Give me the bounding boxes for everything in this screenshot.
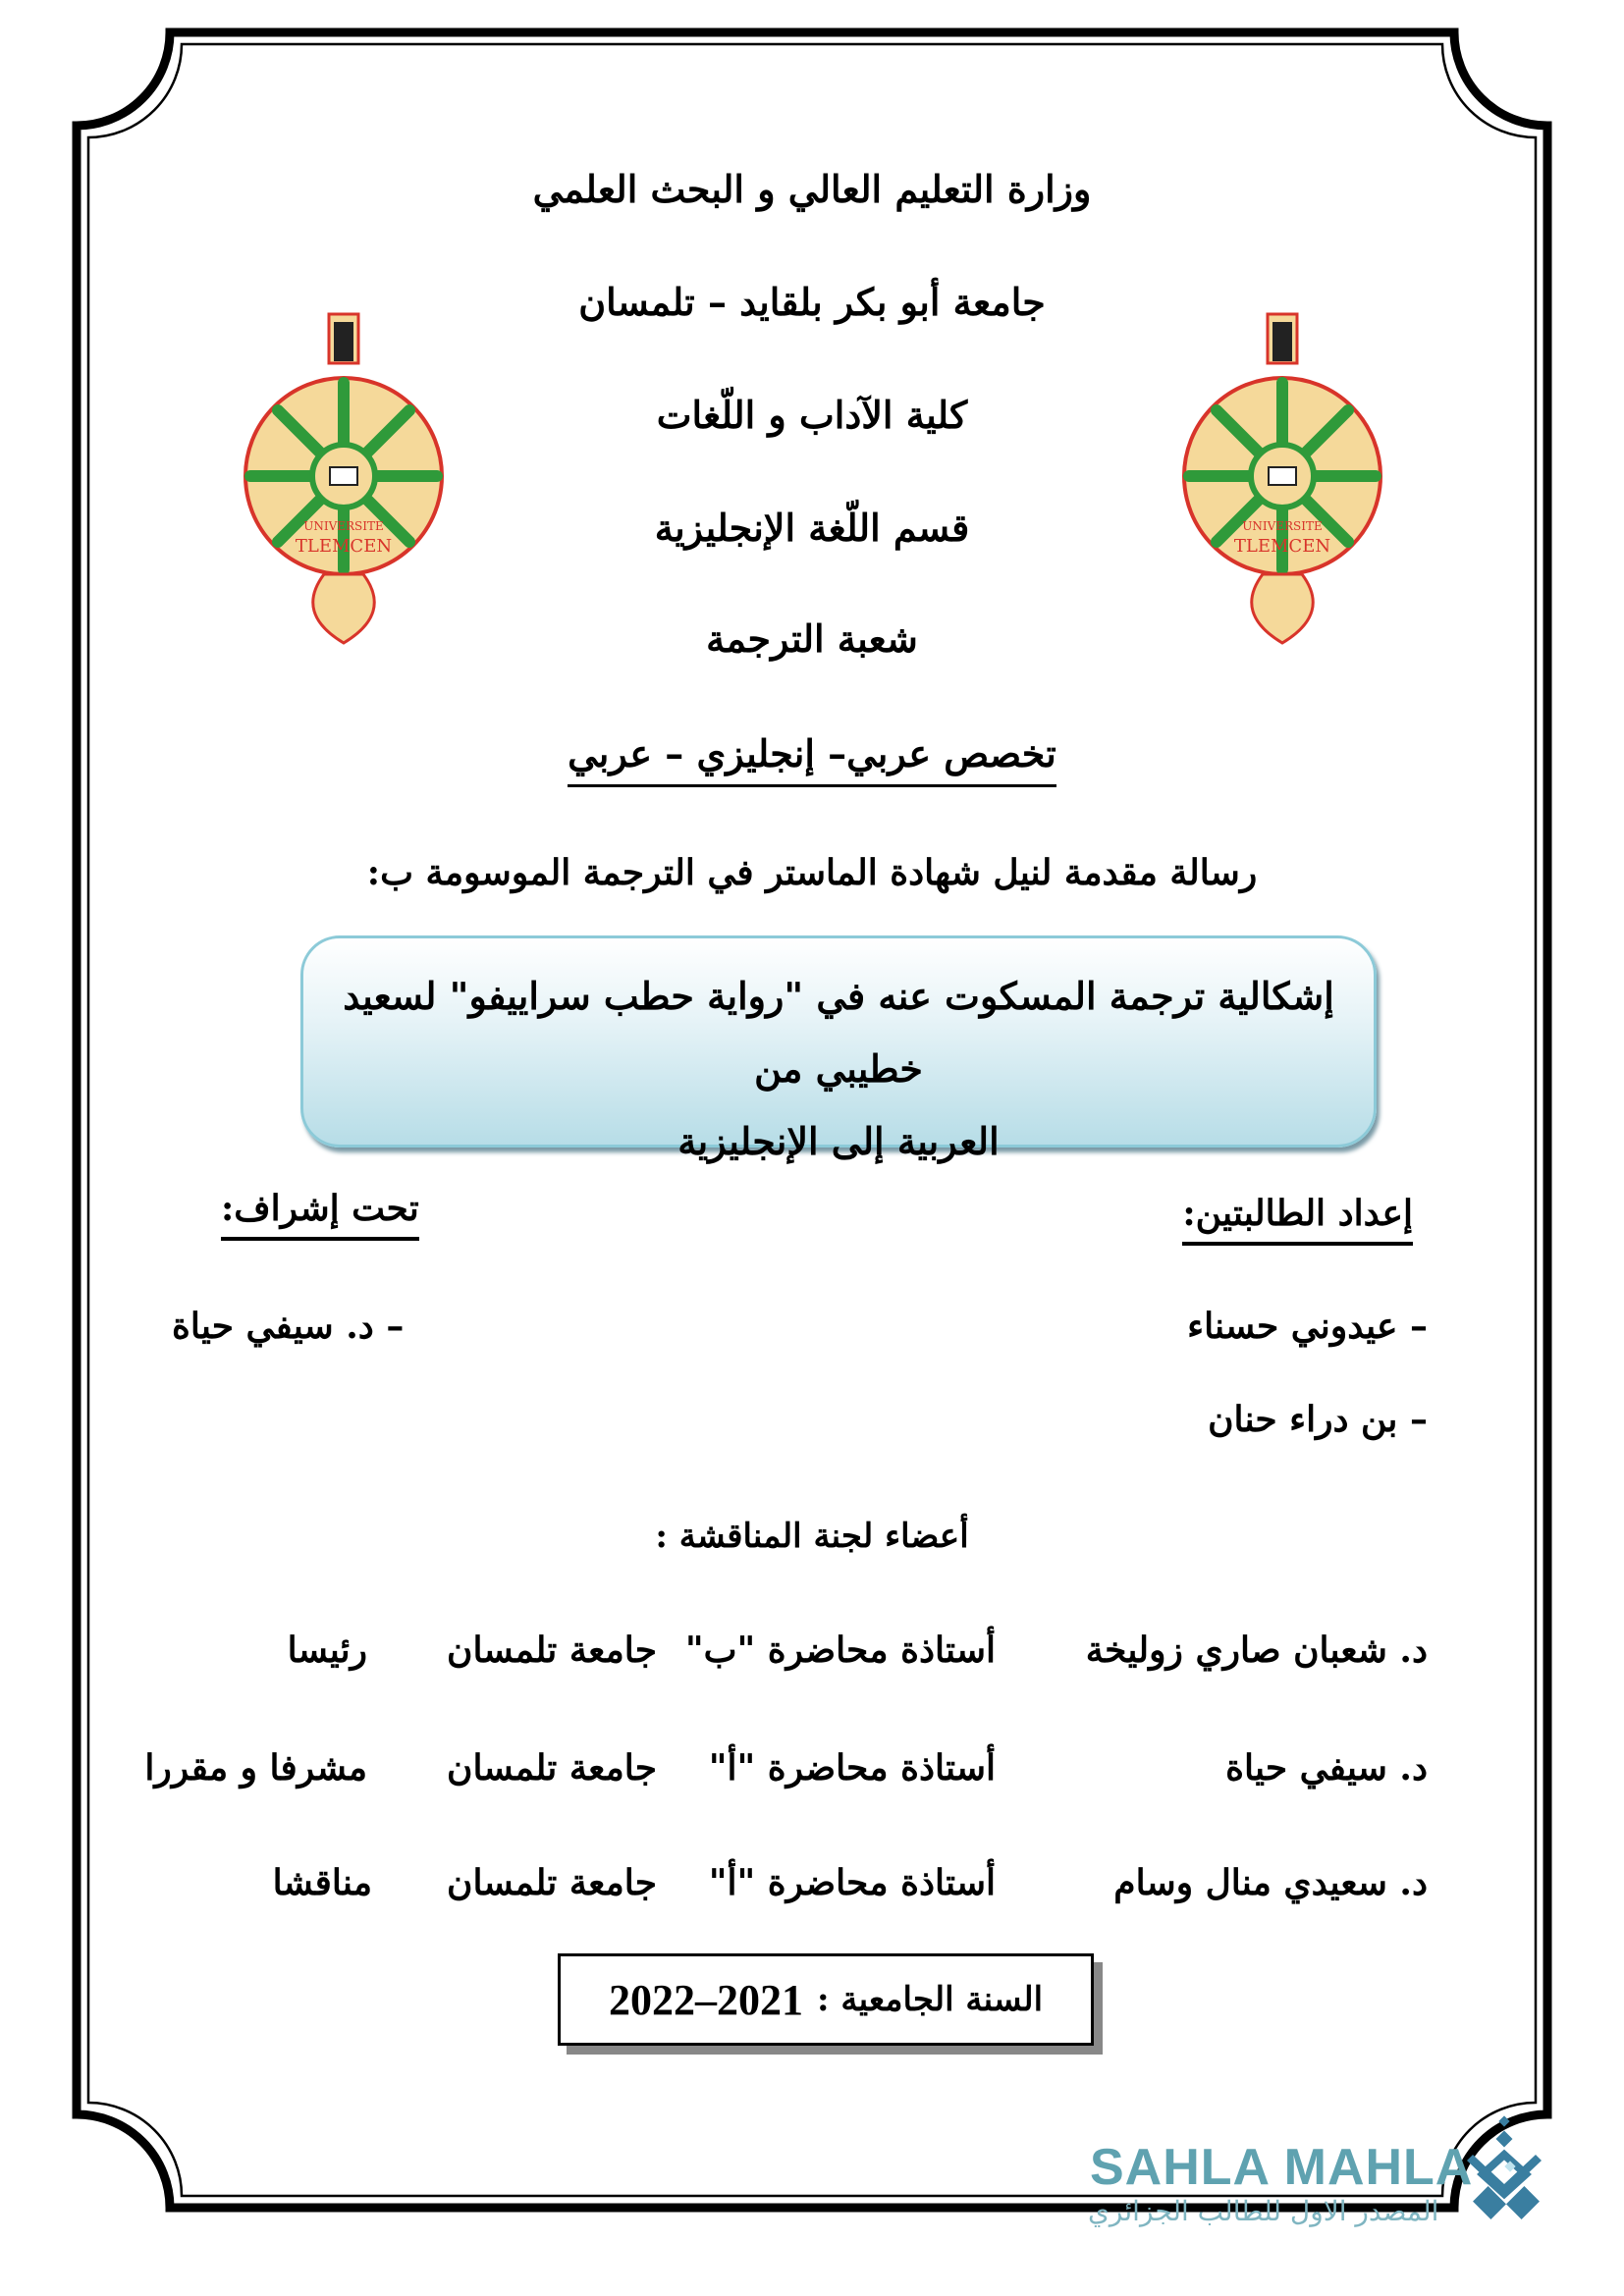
student-name-2: – بن دراء حنان bbox=[1208, 1399, 1428, 1440]
sahla-mahla-logo-icon bbox=[1463, 2115, 1551, 2223]
jury-member-university: جامعة تلمسان bbox=[447, 1629, 657, 1671]
jury-member-university: جامعة تلمسان bbox=[447, 1862, 657, 1903]
jury-member-name: د. شعبان صاري زوليخة bbox=[1085, 1629, 1428, 1671]
thesis-title-box bbox=[300, 935, 1377, 1164]
faculty-name: كلية الآداب و اللّغات bbox=[656, 393, 968, 437]
thesis-intro: رسالة مقدمة لنيل شهادة الماستر في الترجمة الموسومة ب: bbox=[366, 852, 1258, 893]
academic-year-label: السنة الجامعية : bbox=[816, 1980, 1044, 2019]
supervisor-heading: تحت إشراف: bbox=[221, 1188, 419, 1241]
logo-left-city: TLEMCEN bbox=[295, 536, 393, 557]
jury-heading: أعضاء لجنة المناقشة : bbox=[655, 1517, 969, 1556]
jury-member-name: د. سيفي حياة bbox=[1225, 1747, 1428, 1789]
jury-row bbox=[0, 1629, 1624, 1688]
thesis-title-line-1: إشكالية ترجمة المسكوت عنه في "رواية حطب سراييفو" لسعيد خطيبي من bbox=[343, 974, 1334, 1092]
academic-year-box bbox=[558, 1953, 1094, 2046]
jury-member-rank: أستاذة محاضرة "ب" bbox=[684, 1629, 996, 1671]
students-heading: إعداد الطالبتين: bbox=[1182, 1193, 1413, 1246]
academic-year-value: 2022–2021 bbox=[608, 1975, 803, 2024]
jury-row bbox=[0, 1747, 1624, 1806]
jury-member-role: مشرفا و مقررا bbox=[144, 1747, 367, 1789]
thesis-title-line-2: العربية إلى الإنجليزية bbox=[677, 1119, 1000, 1164]
jury-row bbox=[0, 1862, 1624, 1921]
jury-member-rank: أستاذة محاضرة "أ" bbox=[708, 1747, 996, 1789]
watermark-brand: SAHLA MAHLA bbox=[1090, 2139, 1474, 2196]
svg-text:TLEMCEN: TLEMCEN bbox=[1233, 536, 1331, 557]
university-logo-left bbox=[236, 294, 452, 648]
branch-name: شعبة الترجمة bbox=[706, 616, 918, 661]
logo-left-label: UNIVERSITE bbox=[303, 519, 384, 533]
ministry-title: وزارة التعليم العالي و البحث العلمي bbox=[532, 167, 1092, 211]
specialty-line bbox=[0, 731, 1624, 787]
svg-text:UNIVERSITE: UNIVERSITE bbox=[1242, 519, 1323, 533]
jury-member-role: مناقشا bbox=[272, 1862, 372, 1903]
supervisor-name: – د. سيفي حياة bbox=[172, 1306, 405, 1347]
jury-member-name: د. سعيدي منال وسام bbox=[1113, 1862, 1428, 1903]
university-logo-right bbox=[1174, 294, 1390, 648]
jury-member-rank: أستاذة محاضرة "أ" bbox=[708, 1862, 996, 1903]
student-name-1: – عيدوني حسناء bbox=[1187, 1306, 1428, 1347]
jury-member-university: جامعة تلمسان bbox=[447, 1747, 657, 1789]
specialty-text: تخصص عربي– إنجليزي – عربي bbox=[568, 731, 1056, 787]
department-name: قسم اللّغة الإنجليزية bbox=[654, 506, 970, 550]
university-name: جامعة أبو بكر بلقايد – تلمسان bbox=[578, 280, 1046, 324]
watermark-tagline: المصدر الاول للطالب الجزائري bbox=[1088, 2195, 1439, 2227]
jury-member-role: رئيسا bbox=[287, 1629, 367, 1671]
